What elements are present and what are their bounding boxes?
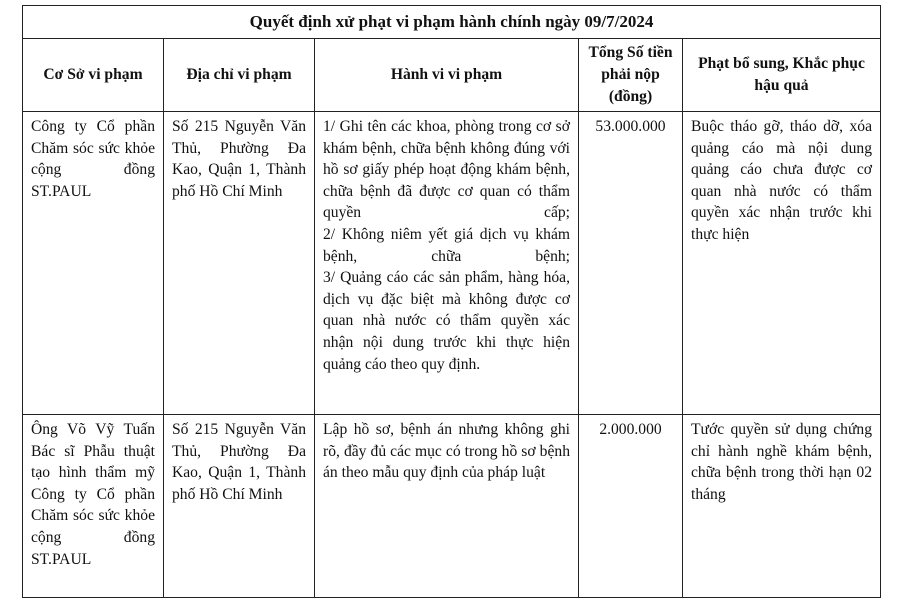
violation-act: 3/ Quảng cáo các sản phẩm, hàng hóa, dịch vụ đặc biệt mà không được cơ quan nhà nước có thẩm quyền xác nhận nội dung trước khi thực hiện quảng cáo theo quy định. (323, 269, 570, 373)
additional-penalty: Tước quyền sử dụng chứng chỉ hành nghề khám bệnh, chữa bệnh trong thời hạn 02 tháng (683, 415, 881, 598)
header-violation-address: Địa chỉ vi phạm (164, 39, 315, 112)
violating-entity: Công ty Cổ phần Chăm sóc sức khỏe cộng đồng ST.PAUL (23, 112, 164, 415)
violation-act: 1/ Ghi tên các khoa, phòng trong cơ sở khám bệnh, chữa bệnh không đúng với hồ sơ giấy phép hoạt động khám bệnh, chữa bệnh đã được cơ quan có thẩm quyền cấp; (323, 118, 570, 222)
total-amount: 53.000.000 (579, 112, 683, 415)
table-row (23, 112, 881, 415)
table-title: Quyết định xử phạt vi phạm hành chính ngày 09/7/2024 (23, 6, 881, 39)
header-violating-entity: Cơ Sở vi phạm (23, 39, 164, 112)
header-violation-acts: Hành vi vi phạm (315, 39, 579, 112)
total-amount: 2.000.000 (579, 415, 683, 598)
violation-acts (315, 112, 579, 415)
header-row (23, 39, 881, 112)
violating-entity: Ông Võ Vỹ Tuấn Bác sĩ Phẫu thuật tạo hình thẩm mỹ Công ty Cổ phần Chăm sóc sức khỏe cộng đồng ST.PAUL (23, 415, 164, 598)
header-additional-penalty: Phạt bổ sung, Khắc phục hậu quả (683, 39, 881, 112)
violation-act: 2/ Không niêm yết giá dịch vụ khám bệnh, chữa bệnh; (323, 225, 570, 265)
violation-act: Lập hồ sơ, bệnh án nhưng không ghi rõ, đầy đủ các mục có trong hồ sơ bệnh án theo mẫu quy định của pháp luật (323, 421, 570, 482)
penalty-decision-table (22, 5, 881, 598)
violation-acts (315, 415, 579, 598)
header-total-amount: Tổng Số tiền phải nộp (đồng) (579, 39, 683, 112)
additional-penalty: Buộc tháo gỡ, tháo dỡ, xóa quảng cáo mà nội dung quảng cáo chưa được cơ quan nhà nước có thẩm quyền xác nhận trước khi thực hiện (683, 112, 881, 415)
table-row (23, 415, 881, 598)
violation-address: Số 215 Nguyễn Văn Thủ, Phường Đa Kao, Quận 1, Thành phố Hồ Chí Minh (164, 112, 315, 415)
violation-address: Số 215 Nguyễn Văn Thủ, Phường Đa Kao, Quận 1, Thành phố Hồ Chí Minh (164, 415, 315, 598)
